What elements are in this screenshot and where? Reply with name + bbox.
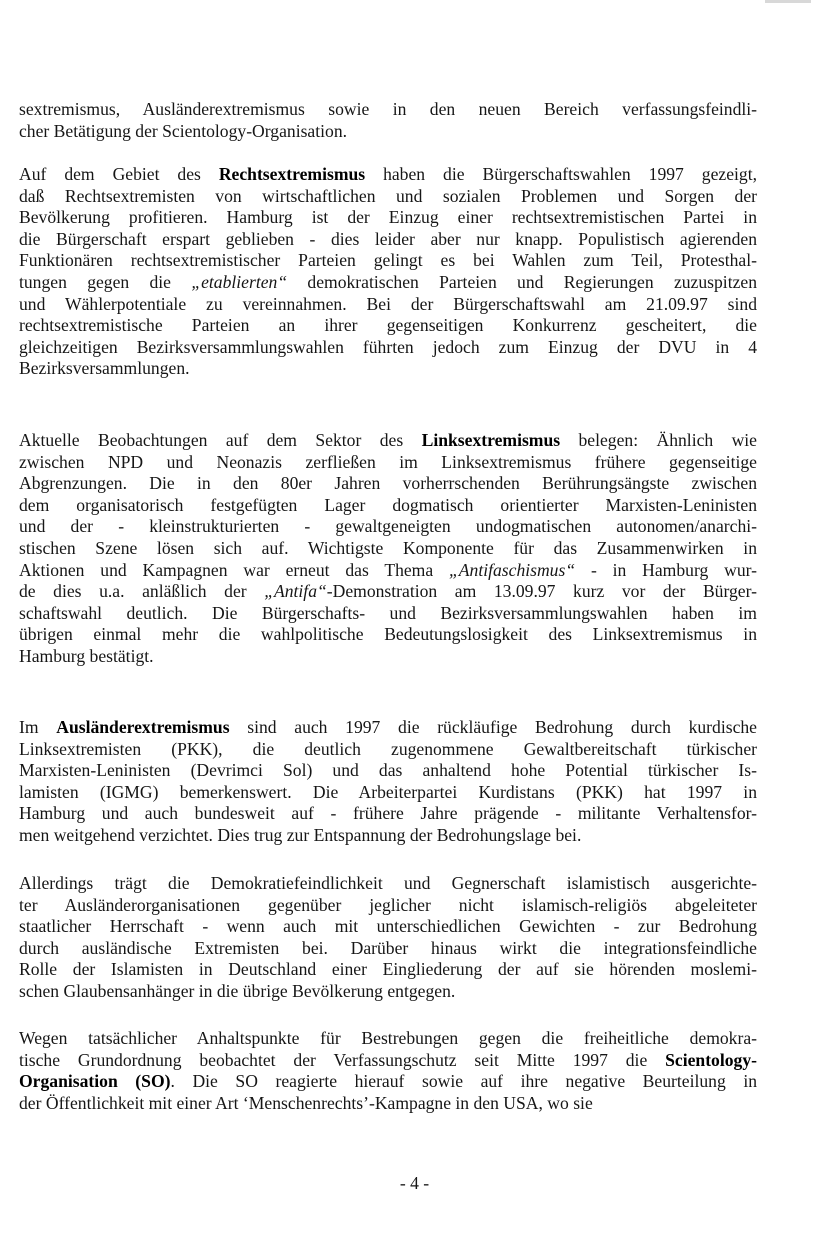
text-line: [19, 938, 757, 960]
bold-term: Ausländerextremismus: [56, 717, 230, 737]
text-line: [19, 452, 757, 474]
text-line: [19, 782, 757, 804]
text-run: . Die SO reagierte hierauf sowie auf ihre negative Beurteilung in: [170, 1071, 758, 1092]
paragraph-scientology: [19, 1028, 757, 1114]
text-line: [19, 1050, 757, 1072]
text-run: sextremismus, Ausländerextremismus sowie in den neuen Bereich verfassungsfeindli-: [19, 99, 757, 119]
text-run: de dies u.a. anläßlich der: [19, 581, 265, 602]
text-run: Rolle der Islamisten in Deutschland einer Eingliederung der auf sie hörenden moslemi-: [19, 959, 757, 980]
text-run: ter Ausländerorganisationen gegenüber jeglicher nicht islamisch-religiös abgeleiteter: [19, 894, 757, 915]
text-line: [19, 560, 757, 582]
text-run: und Wählerpotentiale zu vereinnahmen. Bei der Bürgerschaftswahl am 21.09.97 sind: [19, 293, 757, 314]
text-line: [19, 739, 757, 761]
text-run: übrigen einmal mehr die wahlpolitische Bedeutungslosigkeit des Linksextremismus in: [19, 624, 757, 645]
text-run: stischen Szene lösen sich auf. Wichtigste Komponente für das Zusammenwirken in: [19, 537, 757, 558]
text-run: schaftswahl deutlich. Die Bürgerschafts- und Bezirksversammlungswahlen haben im: [19, 602, 757, 623]
paragraph-linksextremismus: [19, 430, 757, 668]
text-line: [19, 895, 757, 917]
text-line: [19, 430, 757, 452]
text-run: men weitgehend verzichtet. Dies trug zur Entspannung der Bedrohungslage bei.: [19, 824, 582, 845]
text-line: [19, 717, 757, 739]
text-run: haben die Bürgerschaftswahlen 1997 gezeigt,: [365, 164, 757, 184]
text-run: demokratischen Parteien und Regierungen zuzuspitzen: [287, 271, 757, 292]
text-line: [19, 516, 757, 538]
text-run: Hamburg bestätigt.: [19, 645, 154, 666]
text-run: der Öffentlichkeit mit einer Art ‘Menschenrechts’-Kampagne in den USA, wo sie: [19, 1092, 593, 1113]
text-run: Aktuelle Beobachtungen auf dem Sektor des: [19, 430, 422, 450]
text-run: zwischen NPD und Neonazis zerfließen im Linksextremismus frühere gegenseitige: [19, 451, 757, 472]
text-line: [19, 624, 757, 646]
text-run: schen Glaubensanhänger in die übrige Bevölkerung entgegen.: [19, 980, 456, 1001]
text-run: cher Betätigung der Scientology-Organisation.: [19, 120, 348, 141]
text-run: lamisten (IGMG) bemerkenswert. Die Arbeiterpartei Kurdistans (PKK) hat 1997 in: [19, 781, 757, 802]
text-line: [19, 603, 757, 625]
text-line: [19, 959, 757, 981]
text-run: sind auch 1997 die rückläufige Bedrohung durch kurdische: [229, 717, 757, 737]
text-run: Marxisten-Leninisten (Devrimci Sol) und das anhaltend hohe Potential türkischer Is-: [19, 760, 757, 781]
text-line: [19, 250, 757, 272]
text-line: [19, 1071, 757, 1093]
text-run: Funktionären rechtsextremistischer Parteien gelingt es bei Wahlen zum Teil, Protesthal-: [19, 250, 757, 271]
text-run: Allerdings trägt die Demokratiefeindlichkeit und Gegnerschaft islamistisch ausgerichte-: [19, 873, 757, 893]
text-run: belegen: Ähnlich wie: [560, 430, 757, 450]
paragraph-intro-continuation: [19, 99, 757, 142]
text-run: Aktionen und Kampagnen war erneut das Thema: [19, 559, 449, 580]
bold-term: Organisation (SO): [19, 1071, 171, 1092]
bold-term: Scientology-: [665, 1049, 757, 1070]
text-line: [19, 1093, 757, 1115]
text-line: [19, 337, 757, 359]
text-line: [19, 1028, 757, 1050]
bold-term: Rechtsextremismus: [218, 164, 366, 184]
text-line: [19, 294, 757, 316]
text-run: und der - kleinstrukturierten - gewaltgeneigten undogmatischen autonomen/anarchi-: [19, 516, 757, 537]
text-line: [19, 581, 757, 603]
text-run: gleichzeitigen Bezirksversammlungswahlen führten jedoch zum Einzug der DVU in 4: [19, 336, 757, 357]
text-run: -Demonstration am 13.09.97 kurz vor der Bürger-: [326, 581, 757, 602]
bold-term: Linksextremismus: [421, 430, 561, 450]
page-number: - 4 -: [399, 1173, 430, 1193]
text-line: [19, 315, 757, 337]
text-line: [19, 803, 757, 825]
text-run: dem organisatorisch festgefügten Lager dogmatisch orientierter Marxisten-Leninisten: [19, 494, 757, 515]
text-line: [19, 121, 757, 143]
text-run: Abgrenzungen. Die in den 80er Jahren vorherrschenden Berührungsängste zwischen: [19, 473, 757, 494]
text-line: [19, 916, 757, 938]
text-run: Bevölkerung profitieren. Hamburg ist der Einzug einer rechtsextremistischen Partei in: [19, 207, 757, 228]
text-run: daß Rechtsextremisten von wirtschaftlichen und sozialen Problemen und Sorgen der: [19, 185, 757, 206]
italic-term: „Antifaschismus“: [449, 559, 576, 580]
text-run: tungen gegen die: [19, 271, 192, 292]
text-run: Wegen tatsächlicher Anhaltspunkte für Bestrebungen gegen die freiheitliche demokra-: [19, 1028, 757, 1048]
text-line: [19, 981, 757, 1003]
text-line: [19, 646, 757, 668]
text-run: Hamburg und auch bundesweit auf - frühere Jahre prägende - militante Verhaltensfor-: [19, 803, 757, 824]
paragraph-islamismus: [19, 873, 757, 1003]
text-line: [19, 873, 757, 895]
text-line: [19, 207, 757, 229]
text-run: die Bürgerschaft erspart geblieben - dies leider aber nur knapp. Populistisch agierenden: [19, 228, 757, 249]
text-run: Auf dem Gebiet des: [19, 164, 219, 184]
paragraph-rechtsextremismus: [19, 164, 757, 380]
text-line: [19, 495, 757, 517]
text-run: tische Grundordnung beobachtet der Verfassungschutz seit Mitte 1997 die: [19, 1049, 666, 1070]
text-run: - in Hamburg wur-: [575, 559, 757, 580]
paragraph-auslaenderextremismus: [19, 717, 757, 847]
text-run: staatlicher Herrschaft - wenn auch mit unterschiedlichen Gewichten - zur Bedrohung: [19, 916, 757, 937]
text-line: [19, 760, 757, 782]
text-run: Im: [19, 717, 57, 737]
text-line: [19, 229, 757, 251]
text-line: [19, 272, 757, 294]
italic-term: „etablierten“: [191, 271, 288, 292]
text-line: [19, 164, 757, 186]
text-run: durch ausländische Extremisten bei. Darüber hinaus wirkt die integrationsfeindliche: [19, 937, 757, 958]
text-line: [19, 358, 757, 380]
text-line: [19, 825, 757, 847]
text-line: [19, 99, 757, 121]
italic-term: „Antifa“: [264, 581, 327, 602]
text-run: rechtsextremistische Parteien an ihrer gegenseitigen Konkurrenz gescheitert, die: [19, 315, 757, 336]
text-run: Linksextremisten (PKK), die deutlich zugenommene Gewaltbereitschaft türkischer: [19, 738, 757, 759]
text-line: [19, 473, 757, 495]
scan-edge-mark: [765, 0, 811, 3]
text-run: Bezirksversammlungen.: [19, 358, 190, 379]
text-line: [19, 186, 757, 208]
text-line: [19, 538, 757, 560]
